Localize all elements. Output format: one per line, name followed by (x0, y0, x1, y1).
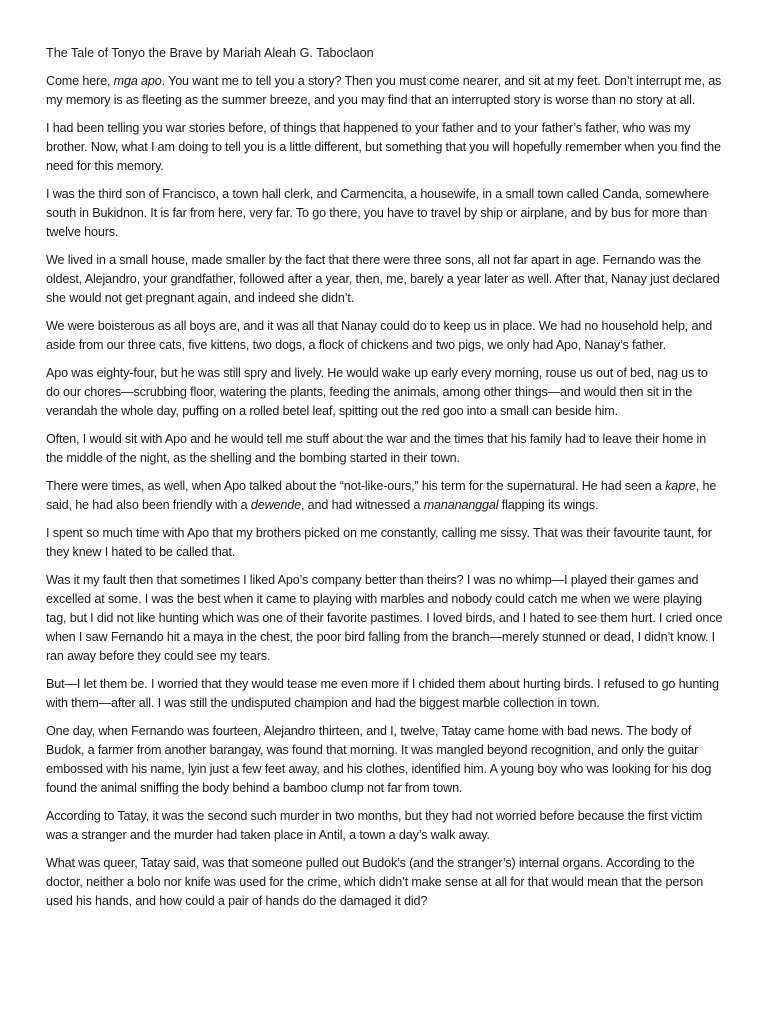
text-run: I was the third son of Francisco, a town hall clerk, and Carmencita, a housewife, in a small town called Canda, somewhere south in Bukidnon. It is far from here, very far. To go there, you have to travel by ship or airplane, and by bus for more than twelve hours. (46, 187, 709, 239)
paragraph (46, 72, 724, 110)
italic-text: manananggal (423, 498, 499, 512)
text-run: I had been telling you war stories before, of things that happened to your father and to your father’s father, who was my brother. Now, what I am doing to tell you is a little different, but something that you will hopefully remember when you find the need for this memory. (46, 121, 721, 173)
italic-text: dewende (250, 498, 301, 512)
paragraph (46, 364, 724, 421)
text-run: Apo was eighty-four, but he was still spry and lively. He would wake up early every morning, rouse us out of bed, nag us to do our chores—scrubbing floor, watering the plants, feeding the animals, among other things—and would then sit in the verandah the whole day, puffing on a rolled betel leaf, spitting out the red goo into a small can beside him. (46, 366, 708, 418)
paragraph (46, 854, 724, 911)
text-run: , he said, he had also been friendly with a (46, 479, 717, 512)
text-run: Come here, (46, 74, 114, 88)
paragraph (46, 251, 724, 308)
paragraph (46, 524, 724, 562)
italic-text: mga apo (113, 74, 162, 88)
text-run: . You want me to tell you a story? Then you must come nearer, and sit at my feet. Don’t interrupt me, as my memory is as fleeting as the summer breeze, and you may find that an interrupted story is worse than no story at all. (46, 74, 722, 107)
paragraph (46, 571, 724, 666)
text-run: We were boisterous as all boys are, and it was all that Nanay could do to keep us in place. We had no household help, and aside from our three cats, five kittens, two dogs, a flock of chickens and two pigs, we only had Apo, Nanay’s father. (46, 319, 713, 352)
paragraph (46, 430, 724, 468)
document-body (46, 72, 724, 911)
paragraph (46, 185, 724, 242)
text-run: According to Tatay, it was the second such murder in two months, but they had not worried before because the first victim was a stranger and the murder had taken place in Antil, a town a day’s walk away. (46, 809, 703, 842)
text-run: I spent so much time with Apo that my brothers picked on me constantly, calling me sissy. That was their favourite taunt, for they knew I hated to be called that. (46, 526, 712, 559)
text-run: But—I let them be. I worried that they would tease me even more if I chided them about hurting birds. I refused to go hunting with them—after all. I was still the undisputed champion and had the biggest marble collection in town. (46, 677, 719, 710)
document-title: The Tale of Tonyo the Brave by Mariah Aleah G. Taboclaon (46, 46, 374, 60)
paragraph (46, 317, 724, 355)
paragraph (46, 722, 724, 798)
text-run: What was queer, Tatay said, was that someone pulled out Budok’s (and the stranger’s) internal organs. According to the doctor, neither a bolo nor knife was used for the crime, which didn’t make sense at all for that would mean that the person used his hands, and how could a pair of hands do the damaged it did? (46, 856, 704, 908)
text-run: flapping its wings. (498, 498, 599, 512)
paragraph (46, 807, 724, 845)
paragraph (46, 119, 724, 176)
text-run: Was it my fault then that sometimes I liked Apo’s company better than theirs? I was no whimp—I played their games and excelled at some. I was the best when it came to playing with marbles and nobody could catch me when we were playing tag, but I did not like hunting which was one of their favorite pastimes. I loved birds, and I hated to see them hurt. I cried once when I saw Fernando hit a maya in the chest, the poor bird falling from the branch—merely stunned or dead, I didn’t know. I ran away before they could see my tears. (46, 573, 723, 663)
text-run: Often, I would sit with Apo and he would tell me stuff about the war and the times that his family had to leave their home in the middle of the night, as the shelling and the bombing started in their town. (46, 432, 707, 465)
text-run: We lived in a small house, made smaller by the fact that there were three sons, all not far apart in age. Fernando was the oldest, Alejandro, your grandfather, followed after a year, then, me, barely a year later as well. After that, Nanay just declared she would not get pregnant again, and indeed she didn’t. (46, 253, 720, 305)
paragraph (46, 477, 724, 515)
text-run: , and had witnessed a (300, 498, 424, 512)
text-run: There were times, as well, when Apo talked about the “not-like-ours,” his term for the supernatural. He had seen a (46, 479, 666, 493)
text-run: One day, when Fernando was fourteen, Alejandro thirteen, and I, twelve, Tatay came home with bad news. The body of Budok, a farmer from another barangay, was found that morning. It was mangled beyond recognition, and only the guitar embossed with his name, lyin just a few feet away, and his clothes, identified him. A young boy who was looking for his dog found the animal sniffing the body behind a bamboo clump not far from town. (46, 724, 712, 795)
paragraph (46, 675, 724, 713)
italic-text: kapre (665, 479, 696, 493)
